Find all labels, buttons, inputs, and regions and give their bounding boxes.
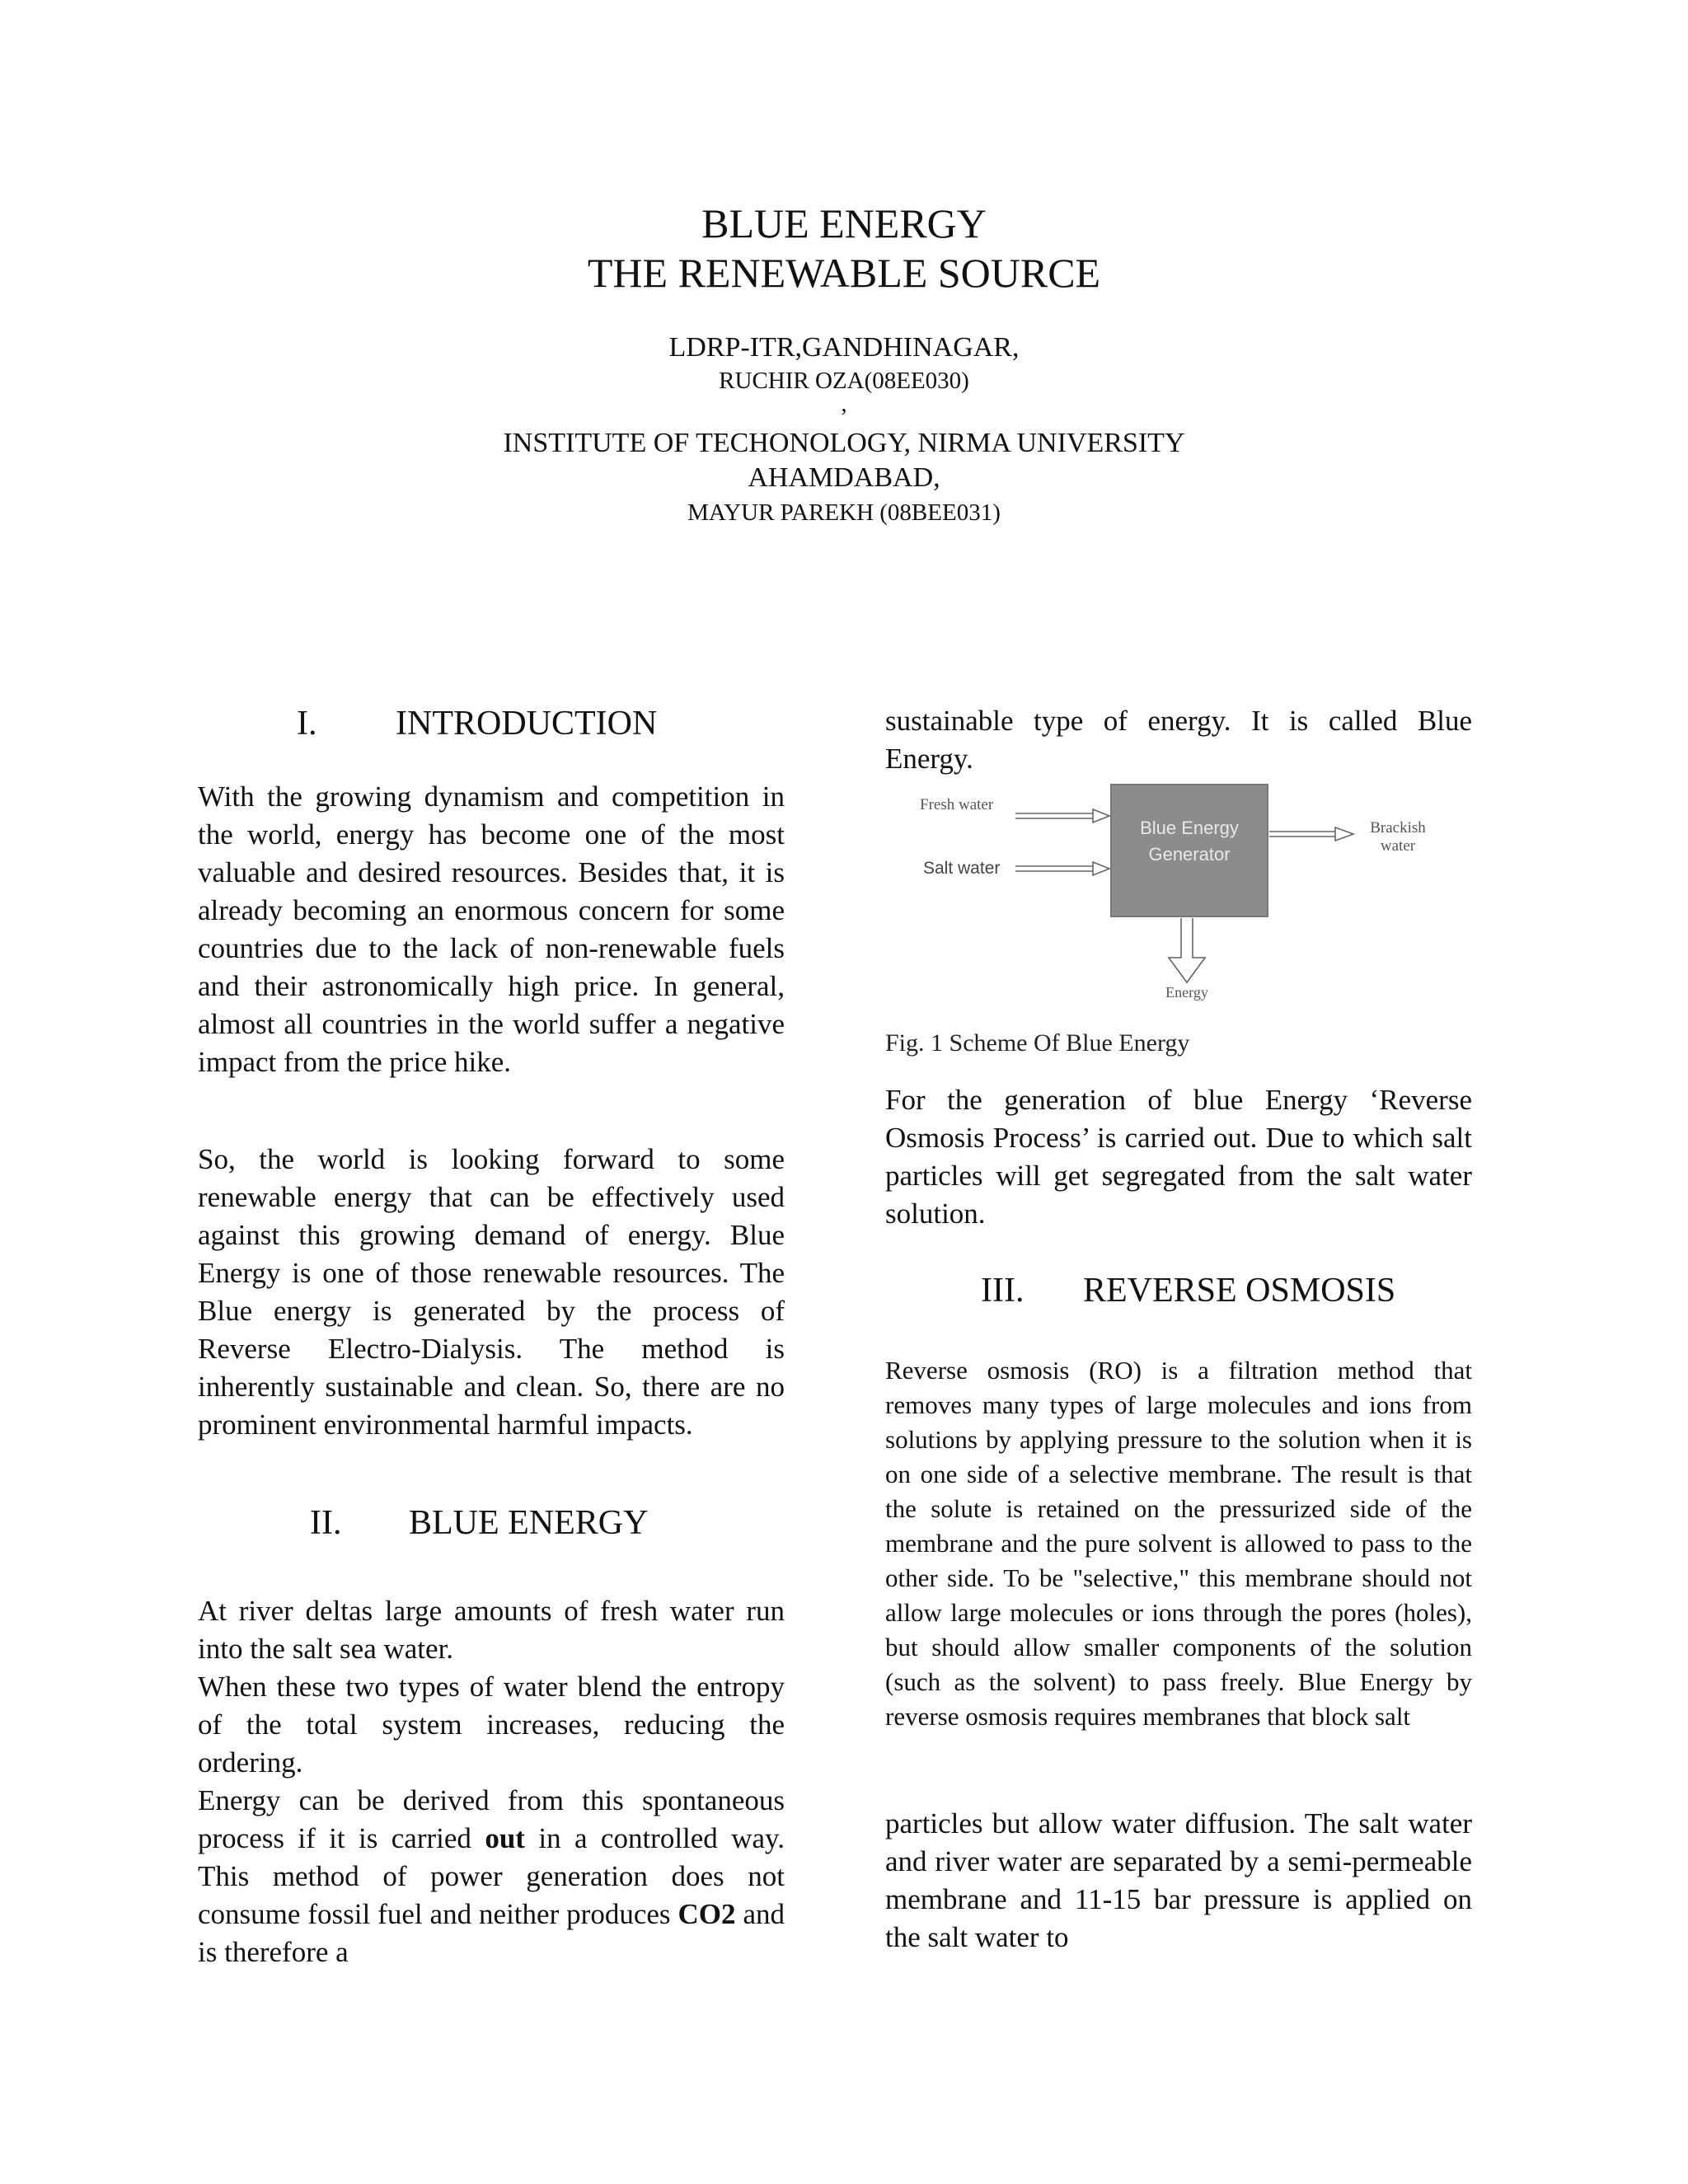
section-title: REVERSE OSMOSIS: [1083, 1272, 1396, 1310]
section-2-heading: [310, 1502, 648, 1544]
fresh-water-arrow-head: [1093, 809, 1109, 823]
energy-label: Energy: [1165, 984, 1208, 1001]
salt-water-arrow-shaft: [1015, 866, 1093, 871]
author-separator: ,: [841, 391, 847, 417]
author-2: MAYUR PAREKH (08BEE031): [687, 499, 1001, 526]
section-title: BLUE ENERGY: [409, 1504, 649, 1542]
author-1: RUCHIR OZA(08EE030): [719, 368, 969, 394]
blue-after-figure-paragraph: For the generation of blue Energy ‘Reverse Osmosis Process’ is carried out. Due to which salt particles will get segregated from the salt water solution.: [885, 1084, 1472, 1230]
blue-paragraph-1: At river deltas large amounts of fresh water run into the salt sea water.: [198, 1595, 785, 1665]
affiliation-2-city: AHAMDABAD,: [748, 462, 940, 493]
affiliation-1: LDRP-ITR,GANDHINAGAR,: [668, 332, 1020, 363]
salt-water-arrow-head: [1093, 862, 1109, 875]
scheme-diagram: [907, 775, 1467, 1005]
section-number: II.: [310, 1504, 342, 1542]
paper-title-line2: THE RENEWABLE SOURCE: [587, 250, 1101, 296]
section-title: INTRODUCTION: [396, 705, 658, 743]
brackish-arrow-head: [1335, 827, 1353, 841]
affiliation-2: INSTITUTE OF TECHONOLOGY, NIRMA UNIVERSITY: [503, 428, 1185, 458]
intro-paragraph-1: With the growing dynamism and competition in the world, energy has become one of the most valuable and desired resources. Besides that, it is already becoming an enormous concern for some countries due to the lack of non-renewable fuels and their astronomically high price. In general, almost all countries in the world suffer a negative impact from the price hike.: [198, 780, 785, 1078]
fresh-water-arrow-shaft: [1015, 813, 1093, 818]
section-1-heading: [297, 702, 657, 745]
section-number: III.: [981, 1272, 1025, 1310]
salt-water-label: Salt water: [923, 859, 1001, 878]
blue-paragraph-3: Energy can be derived from this spontaneous process if it is carried out in a controlled way. This method of power generation does not consume fossil fuel and neither produces CO2 and is therefore a: [198, 1784, 785, 1968]
blue-paragraph-continued: sustainable type of energy. It is called Blue Energy.: [885, 705, 1472, 775]
intro-paragraph-2: So, the world is looking forward to some renewable energy that can be effectively used against this growing demand of energy. Blue Energy is one of those renewable resources. The Blue energy is generated by the process of Reverse Electro-Dialysis. The method is inherently sustainable and clean. So, there are no prominent environmental harmful impacts.: [198, 1143, 785, 1441]
ro-paragraph-2: particles but allow water diffusion. The salt water and river water are separated by a semi-permeable membrane and 11-15 bar pressure is applied on the salt water to: [885, 1807, 1472, 1953]
energy-arrow: [1169, 918, 1205, 982]
generator-label-2: Generator: [1148, 844, 1231, 865]
blue-energy-scheme-figure: [907, 775, 1467, 1005]
figure-caption: Fig. 1 Scheme Of Blue Energy: [885, 1029, 1190, 1057]
section-3-heading: [981, 1269, 1395, 1312]
fresh-water-label: Fresh water: [920, 796, 994, 813]
brackish-label-1: Brackish: [1370, 819, 1426, 837]
brackish-label-2: water: [1380, 837, 1416, 855]
generator-label-1: Blue Energy: [1140, 818, 1239, 838]
section-number: I.: [297, 705, 317, 743]
brackish-arrow-shaft: [1269, 832, 1335, 837]
blue-paragraph-2: When these two types of water blend the entropy of the total system increases, reducing the ordering.: [198, 1671, 785, 1779]
paper-title-line1: BLUE ENERGY: [701, 200, 987, 246]
ro-paragraph-1: Reverse osmosis (RO) is a filtration method that removes many types of large molecules and ions from solutions by applying pressure to the solution when it is on one side of a selective membrane. The result is that the solute is retained on the pressurized side of the membrane and the pure solvent is allowed to pass to the other side. To be "selective," this membrane should not allow large molecules or ions through the pores (holes), but should allow smaller components of the solution (such as the solvent) to pass freely. Blue Energy by reverse osmosis requires membranes that block salt: [885, 1356, 1472, 1731]
